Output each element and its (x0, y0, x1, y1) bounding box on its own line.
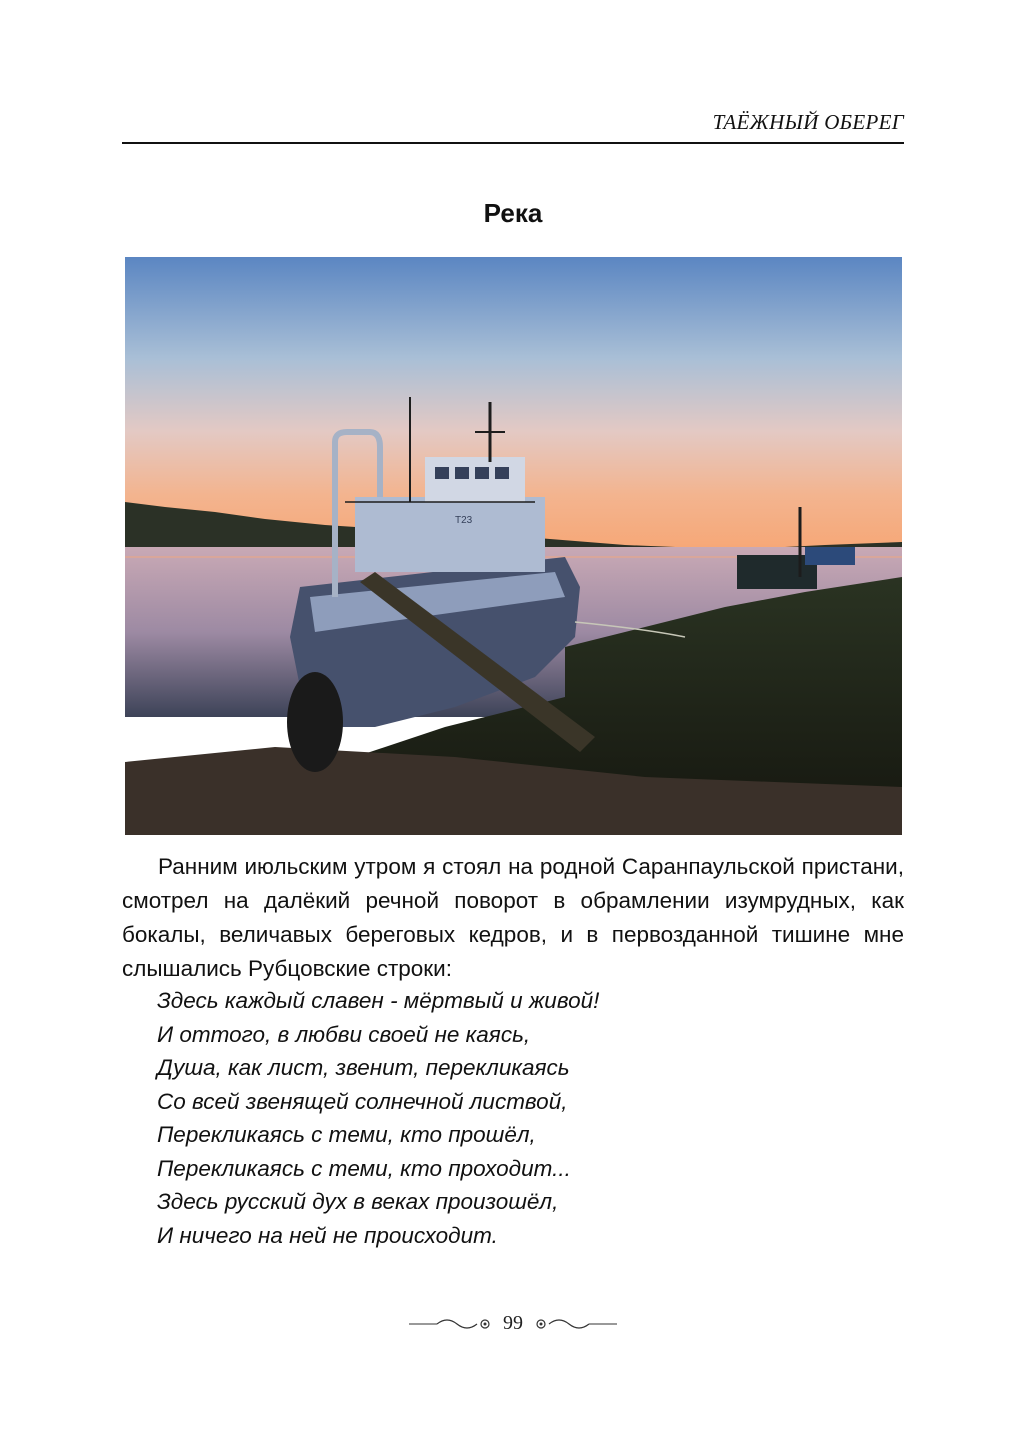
header-rule (122, 142, 904, 144)
verse-line: Перекликаясь с теми, кто проходит... (157, 1155, 571, 1181)
verse-line: И ничего на ней не происходит. (157, 1222, 498, 1248)
verse-line: Душа, как лист, звенит, перекликаясь (157, 1055, 570, 1080)
left-flourish-icon (407, 1314, 495, 1334)
right-flourish-icon (531, 1314, 619, 1334)
chapter-title: Река (483, 198, 543, 228)
verse-line: Здесь русский дух в веках произошёл, (157, 1189, 559, 1214)
page-footer (0, 1312, 1026, 1335)
page-number: 99 (503, 1312, 523, 1334)
verse-block (157, 984, 897, 1252)
running-title: ТАЁЖНЫЙ ОБЕРЕГ (712, 110, 904, 134)
verse-line: Перекликаясь с теми, кто прошёл, (157, 1122, 536, 1147)
boat-number: Т23 (455, 515, 473, 526)
river-boat-photo (125, 257, 902, 835)
verse-line: Со всей звенящей солнечной листвой, (157, 1088, 568, 1114)
verse-line: Здесь каждый славен - мёртвый и живой! (157, 988, 600, 1013)
body-paragraph: Ранним июльским утром я стоял на родной Саранпаульской пристани, смотрел на далёкий речной поворот в обрамлении изумрудных, как бокалы, величавых береговых кедров, и в первозданной тишине мне слышались Рубцовские строки: (122, 854, 904, 981)
verse-line: И оттого, в любви своей не каясь, (157, 1021, 531, 1047)
